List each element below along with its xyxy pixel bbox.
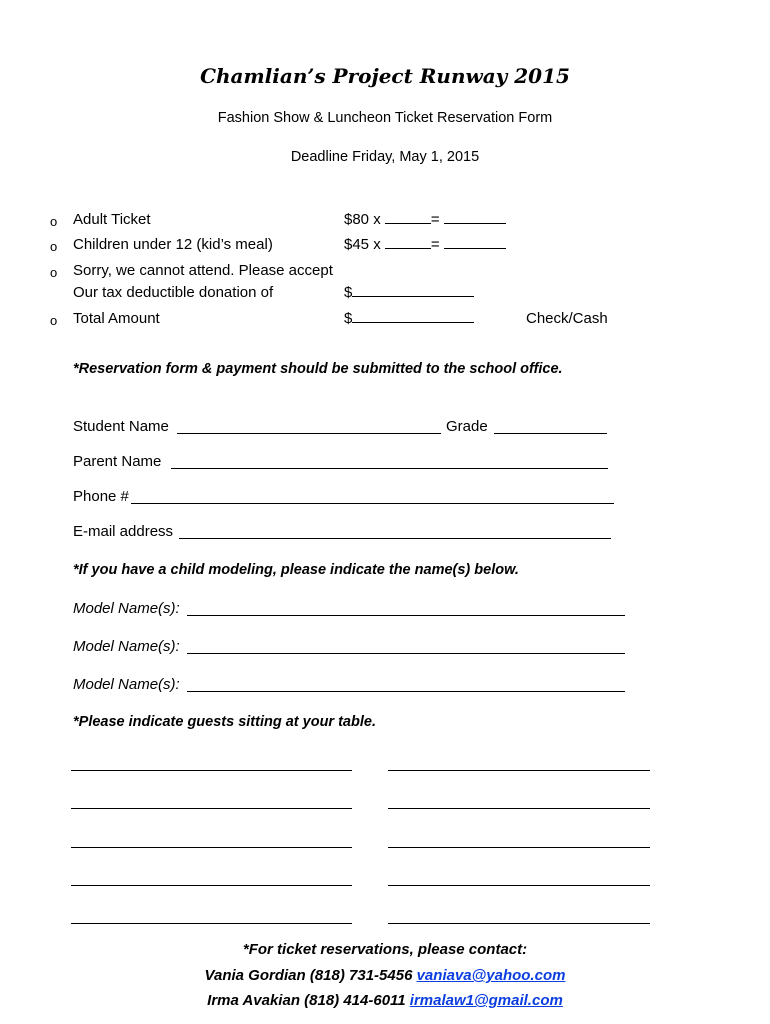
submission-note: *Reservation form & payment should be submitted to the school office.: [73, 361, 563, 377]
contact-email-link-1[interactable]: vaniava@yahoo.com: [416, 967, 566, 984]
bullet-icon: o: [50, 313, 58, 328]
guest-name-field[interactable]: [71, 770, 352, 771]
student-name-field[interactable]: [177, 433, 441, 434]
decline-text: Sorry, we cannot attend. Please accept: [73, 262, 333, 279]
phone-field[interactable]: [131, 503, 614, 504]
model-name-label: Model Name(s):: [73, 638, 180, 655]
dollar-sign: $: [344, 310, 353, 327]
contact-person-2: Irma Avakian (818) 414-6011: [207, 992, 406, 1009]
equals-sign: =: [430, 211, 440, 228]
guest-name-field[interactable]: [388, 808, 650, 809]
phone-label: Phone #: [73, 488, 129, 505]
contact-heading: *For ticket reservations, please contact:: [242, 941, 528, 958]
form-subtitle: Fashion Show & Luncheon Ticket Reservation Form: [217, 110, 553, 126]
email-field[interactable]: [179, 538, 611, 539]
guest-name-field[interactable]: [388, 847, 650, 848]
donation-label: Our tax deductible donation of: [73, 284, 274, 301]
children-ticket-row: [344, 236, 506, 253]
adult-ticket-row: [344, 211, 506, 228]
total-amount-field[interactable]: [352, 310, 474, 323]
bullet-icon: o: [50, 265, 58, 280]
bullet-icon: o: [50, 239, 58, 254]
grade-field[interactable]: [494, 433, 607, 434]
model-name-field[interactable]: [187, 615, 625, 616]
bullet-icon: o: [50, 214, 58, 229]
model-name-field[interactable]: [187, 691, 625, 692]
contact-email-link-2[interactable]: irmalaw1@gmail.com: [409, 992, 563, 1009]
donation-amount-field[interactable]: [352, 284, 474, 297]
contact-person-1: Vania Gordian (818) 731-5456: [204, 967, 413, 984]
payment-method: Check/Cash: [526, 310, 608, 327]
total-row: [344, 310, 474, 327]
donation-row: [344, 284, 474, 301]
adult-price: $80 x: [344, 211, 381, 228]
guests-note: *Please indicate guests sitting at your table.: [73, 714, 376, 730]
model-name-field[interactable]: [187, 653, 625, 654]
dollar-sign: $: [344, 284, 353, 301]
grade-label: Grade: [446, 418, 488, 435]
guest-name-field[interactable]: [388, 770, 650, 771]
adult-ticket-label: Adult Ticket: [73, 211, 151, 228]
email-label: E-mail address: [73, 523, 174, 540]
model-note: *If you have a child modeling, please indicate the name(s) below.: [73, 562, 519, 578]
student-name-label: Student Name: [73, 418, 169, 435]
total-amount-label: Total Amount: [73, 310, 160, 327]
guest-name-field[interactable]: [388, 885, 650, 886]
adult-quantity-field[interactable]: [385, 211, 431, 224]
equals-sign: =: [430, 236, 440, 253]
parent-name-field[interactable]: [171, 468, 608, 469]
form-title: Chamlian’s Project Runway 2015: [200, 64, 570, 88]
children-quantity-field[interactable]: [385, 236, 431, 249]
model-name-label: Model Name(s):: [73, 600, 180, 617]
deadline-text: Deadline Friday, May 1, 2015: [290, 149, 480, 165]
adult-subtotal-field[interactable]: [444, 211, 506, 224]
parent-name-label: Parent Name: [73, 453, 162, 470]
contact-line-2: [0, 992, 770, 1009]
guest-name-field[interactable]: [71, 885, 352, 886]
guest-name-field[interactable]: [388, 923, 650, 924]
contact-line-1: [0, 967, 770, 984]
guest-name-field[interactable]: [71, 923, 352, 924]
children-subtotal-field[interactable]: [444, 236, 506, 249]
model-name-label: Model Name(s):: [73, 676, 180, 693]
guest-name-field[interactable]: [71, 808, 352, 809]
children-ticket-label: Children under 12 (kid’s meal): [73, 236, 273, 253]
guest-name-field[interactable]: [71, 847, 352, 848]
children-price: $45 x: [344, 236, 381, 253]
